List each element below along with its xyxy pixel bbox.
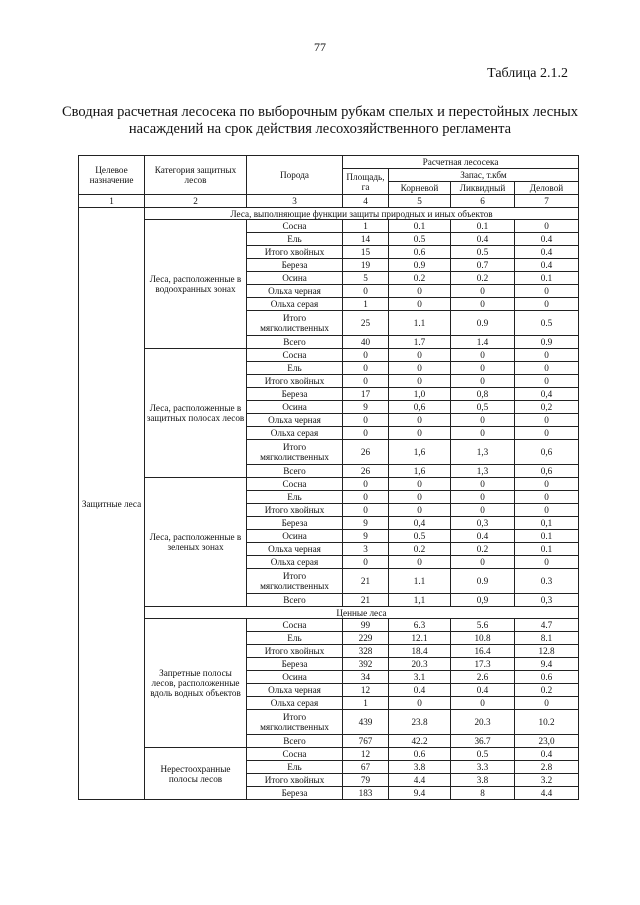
- root-stock-cell: 0,6: [389, 401, 451, 414]
- business-stock-cell: 0,3: [515, 594, 579, 607]
- page-number: 77: [314, 40, 326, 54]
- liquid-stock-cell: 1.4: [451, 336, 515, 349]
- liquid-stock-cell: 0.5: [451, 246, 515, 259]
- liquid-stock-cell: 0: [451, 427, 515, 440]
- header-breed: Порода: [247, 156, 343, 195]
- breed-cell: Всего: [247, 465, 343, 478]
- liquid-stock-cell: 0: [451, 375, 515, 388]
- liquid-stock-cell: 0,9: [451, 594, 515, 607]
- section-row: [79, 208, 579, 220]
- area-cell: 79: [343, 774, 389, 787]
- area-cell: 439: [343, 710, 389, 735]
- area-cell: 67: [343, 761, 389, 774]
- business-stock-cell: 0: [515, 362, 579, 375]
- liquid-stock-cell: 5.6: [451, 619, 515, 632]
- business-stock-cell: 0.1: [515, 530, 579, 543]
- area-cell: 183: [343, 787, 389, 800]
- breed-cell: Итого хвойных: [247, 375, 343, 388]
- breed-cell: Ель: [247, 632, 343, 645]
- breed-cell: Ель: [247, 233, 343, 246]
- column-number: 7: [515, 195, 579, 208]
- area-cell: 0: [343, 478, 389, 491]
- business-stock-cell: 0: [515, 427, 579, 440]
- liquid-stock-cell: 3.3: [451, 761, 515, 774]
- liquid-stock-cell: 16.4: [451, 645, 515, 658]
- liquid-stock-cell: 0: [451, 414, 515, 427]
- business-stock-cell: 0,6: [515, 465, 579, 478]
- root-stock-cell: 0: [389, 285, 451, 298]
- root-stock-cell: 23.8: [389, 710, 451, 735]
- business-stock-cell: 0.5: [515, 311, 579, 336]
- column-number: 4: [343, 195, 389, 208]
- business-stock-cell: 0,6: [515, 440, 579, 465]
- column-number: 5: [389, 195, 451, 208]
- root-stock-cell: 1.1: [389, 311, 451, 336]
- breed-cell: Ольха черная: [247, 684, 343, 697]
- business-stock-cell: 0.9: [515, 336, 579, 349]
- breed-cell: Береза: [247, 658, 343, 671]
- area-cell: 25: [343, 311, 389, 336]
- root-stock-cell: 20.3: [389, 658, 451, 671]
- breed-cell: Сосна: [247, 748, 343, 761]
- business-stock-cell: 0.3: [515, 569, 579, 594]
- breed-cell: Итого хвойных: [247, 246, 343, 259]
- area-cell: 0: [343, 556, 389, 569]
- business-stock-cell: 12.8: [515, 645, 579, 658]
- area-cell: 14: [343, 233, 389, 246]
- breed-cell: Осина: [247, 671, 343, 684]
- breed-cell: Береза: [247, 517, 343, 530]
- area-cell: 1: [343, 298, 389, 311]
- table-row: [79, 478, 579, 491]
- breed-cell: Итого мягколиственных: [247, 569, 343, 594]
- root-stock-cell: 3.1: [389, 671, 451, 684]
- business-stock-cell: 8.1: [515, 632, 579, 645]
- breed-cell: Ель: [247, 362, 343, 375]
- root-stock-cell: 0: [389, 504, 451, 517]
- root-stock-cell: 1.1: [389, 569, 451, 594]
- column-number: 2: [145, 195, 247, 208]
- header-cutting-area: Расчетная лесосека: [343, 156, 579, 169]
- business-stock-cell: 0: [515, 349, 579, 362]
- business-stock-cell: 23,0: [515, 735, 579, 748]
- root-stock-cell: 1,6: [389, 440, 451, 465]
- liquid-stock-cell: 0,8: [451, 388, 515, 401]
- header-area: Площадь, га: [343, 169, 389, 195]
- root-stock-cell: 0: [389, 427, 451, 440]
- cutting-area-table: [78, 155, 579, 800]
- breed-cell: Ольха черная: [247, 285, 343, 298]
- liquid-stock-cell: 0.9: [451, 569, 515, 594]
- area-cell: 0: [343, 491, 389, 504]
- root-stock-cell: 0: [389, 697, 451, 710]
- breed-cell: Осина: [247, 401, 343, 414]
- area-cell: 229: [343, 632, 389, 645]
- business-stock-cell: 0.6: [515, 671, 579, 684]
- area-cell: 12: [343, 684, 389, 697]
- breed-cell: Ель: [247, 491, 343, 504]
- liquid-stock-cell: 1,3: [451, 465, 515, 478]
- breed-cell: Сосна: [247, 220, 343, 233]
- area-cell: 40: [343, 336, 389, 349]
- table-row: [79, 220, 579, 233]
- category-cell: Леса, расположенные в защитных полосах лесов: [145, 349, 247, 478]
- table-row: [79, 619, 579, 632]
- area-cell: 3: [343, 543, 389, 556]
- area-cell: 0: [343, 427, 389, 440]
- liquid-stock-cell: 0.7: [451, 259, 515, 272]
- liquid-stock-cell: 8: [451, 787, 515, 800]
- area-cell: 0: [343, 362, 389, 375]
- root-stock-cell: 0: [389, 362, 451, 375]
- liquid-stock-cell: 17.3: [451, 658, 515, 671]
- liquid-stock-cell: 0.1: [451, 220, 515, 233]
- breed-cell: Итого мягколиственных: [247, 710, 343, 735]
- liquid-stock-cell: 0,3: [451, 517, 515, 530]
- root-stock-cell: 0.6: [389, 246, 451, 259]
- breed-cell: Ольха серая: [247, 556, 343, 569]
- header-business: Деловой: [515, 182, 579, 195]
- column-number: 1: [79, 195, 145, 208]
- category-cell: Леса, расположенные в водоохранных зонах: [145, 220, 247, 349]
- liquid-stock-cell: 1,3: [451, 440, 515, 465]
- breed-cell: Всего: [247, 735, 343, 748]
- business-stock-cell: 0,4: [515, 388, 579, 401]
- category-cell: Запретные полосы лесов, расположенные вдоль водных объектов: [145, 619, 247, 748]
- business-stock-cell: 3.2: [515, 774, 579, 787]
- breed-cell: Итого хвойных: [247, 774, 343, 787]
- root-stock-cell: 3.8: [389, 761, 451, 774]
- root-stock-cell: 4.4: [389, 774, 451, 787]
- breed-cell: Итого мягколиственных: [247, 440, 343, 465]
- area-cell: 99: [343, 619, 389, 632]
- root-stock-cell: 0,4: [389, 517, 451, 530]
- business-stock-cell: 0: [515, 697, 579, 710]
- root-stock-cell: 0: [389, 478, 451, 491]
- root-stock-cell: 0.1: [389, 220, 451, 233]
- table-row: [79, 349, 579, 362]
- liquid-stock-cell: 36.7: [451, 735, 515, 748]
- header-root: Корневой: [389, 182, 451, 195]
- breed-cell: Сосна: [247, 349, 343, 362]
- header-purpose: Целевое назначение: [79, 156, 145, 195]
- business-stock-cell: 0: [515, 220, 579, 233]
- business-stock-cell: 0: [515, 491, 579, 504]
- root-stock-cell: 1,6: [389, 465, 451, 478]
- area-cell: 9: [343, 401, 389, 414]
- root-stock-cell: 0.9: [389, 259, 451, 272]
- liquid-stock-cell: 0: [451, 362, 515, 375]
- root-stock-cell: 1,0: [389, 388, 451, 401]
- area-cell: 15: [343, 246, 389, 259]
- area-cell: 0: [343, 375, 389, 388]
- business-stock-cell: 10.2: [515, 710, 579, 735]
- liquid-stock-cell: 0: [451, 504, 515, 517]
- area-cell: 392: [343, 658, 389, 671]
- root-stock-cell: 0.6: [389, 748, 451, 761]
- document-title: Сводная расчетная лесосека по выборочным рубкам спелых и перестойных лесных насаждений на срок действия лесохозяйственного регламента: [62, 104, 578, 137]
- area-cell: 0: [343, 285, 389, 298]
- business-stock-cell: 0.1: [515, 272, 579, 285]
- breed-cell: Береза: [247, 787, 343, 800]
- business-stock-cell: 0.4: [515, 259, 579, 272]
- header-liquid: Ликвидный: [451, 182, 515, 195]
- header-stock: Запас, т.кбм: [389, 169, 579, 182]
- area-cell: 0: [343, 504, 389, 517]
- business-stock-cell: 0: [515, 298, 579, 311]
- breed-cell: Ольха черная: [247, 543, 343, 556]
- liquid-stock-cell: 0.2: [451, 272, 515, 285]
- root-stock-cell: 0.2: [389, 543, 451, 556]
- business-stock-cell: 0: [515, 556, 579, 569]
- business-stock-cell: 0: [515, 414, 579, 427]
- business-stock-cell: 0.1: [515, 543, 579, 556]
- area-cell: 0: [343, 414, 389, 427]
- area-cell: 26: [343, 465, 389, 478]
- liquid-stock-cell: 10.8: [451, 632, 515, 645]
- area-cell: 1: [343, 220, 389, 233]
- root-stock-cell: 42.2: [389, 735, 451, 748]
- liquid-stock-cell: 0.2: [451, 543, 515, 556]
- root-stock-cell: 0: [389, 414, 451, 427]
- breed-cell: Итого хвойных: [247, 504, 343, 517]
- root-stock-cell: 0: [389, 298, 451, 311]
- breed-cell: Всего: [247, 594, 343, 607]
- liquid-stock-cell: 0: [451, 478, 515, 491]
- area-cell: 19: [343, 259, 389, 272]
- liquid-stock-cell: 20.3: [451, 710, 515, 735]
- liquid-stock-cell: 0.4: [451, 684, 515, 697]
- business-stock-cell: 0: [515, 478, 579, 491]
- liquid-stock-cell: 2.6: [451, 671, 515, 684]
- table-label: Таблица 2.1.2: [487, 66, 568, 81]
- liquid-stock-cell: 0: [451, 491, 515, 504]
- root-stock-cell: 0: [389, 556, 451, 569]
- liquid-stock-cell: 0.9: [451, 311, 515, 336]
- root-stock-cell: 12.1: [389, 632, 451, 645]
- breed-cell: Осина: [247, 530, 343, 543]
- column-number: 3: [247, 195, 343, 208]
- area-cell: 1: [343, 697, 389, 710]
- breed-cell: Всего: [247, 336, 343, 349]
- business-stock-cell: 0: [515, 285, 579, 298]
- liquid-stock-cell: 0.4: [451, 233, 515, 246]
- liquid-stock-cell: 0: [451, 285, 515, 298]
- category-cell: Нерестоохранные полосы лесов: [145, 748, 247, 800]
- section-row: [79, 607, 579, 619]
- breed-cell: Сосна: [247, 619, 343, 632]
- root-stock-cell: 0.5: [389, 530, 451, 543]
- root-stock-cell: 0.5: [389, 233, 451, 246]
- breed-cell: Осина: [247, 272, 343, 285]
- area-cell: 9: [343, 530, 389, 543]
- breed-cell: Береза: [247, 259, 343, 272]
- table-row: [79, 748, 579, 761]
- liquid-stock-cell: 0: [451, 697, 515, 710]
- area-cell: 12: [343, 748, 389, 761]
- breed-cell: Береза: [247, 388, 343, 401]
- column-numbers-row: [79, 195, 579, 208]
- business-stock-cell: 0,2: [515, 401, 579, 414]
- root-stock-cell: 1.7: [389, 336, 451, 349]
- area-cell: 5: [343, 272, 389, 285]
- area-cell: 21: [343, 594, 389, 607]
- root-stock-cell: 1,1: [389, 594, 451, 607]
- section-title: Леса, выполняющие функции защиты природных и иных объектов: [145, 208, 579, 220]
- root-stock-cell: 0.4: [389, 684, 451, 697]
- area-cell: 0: [343, 349, 389, 362]
- liquid-stock-cell: 3.8: [451, 774, 515, 787]
- root-stock-cell: 0: [389, 349, 451, 362]
- area-cell: 767: [343, 735, 389, 748]
- area-cell: 328: [343, 645, 389, 658]
- area-cell: 9: [343, 517, 389, 530]
- root-stock-cell: 18.4: [389, 645, 451, 658]
- business-stock-cell: 4.4: [515, 787, 579, 800]
- liquid-stock-cell: 0: [451, 298, 515, 311]
- business-stock-cell: 4.7: [515, 619, 579, 632]
- business-stock-cell: 0: [515, 375, 579, 388]
- liquid-stock-cell: 0: [451, 349, 515, 362]
- breed-cell: Итого хвойных: [247, 645, 343, 658]
- breed-cell: Ольха серая: [247, 298, 343, 311]
- header-category: Категория защитных лесов: [145, 156, 247, 195]
- liquid-stock-cell: 0.4: [451, 530, 515, 543]
- breed-cell: Ель: [247, 761, 343, 774]
- area-cell: 21: [343, 569, 389, 594]
- breed-cell: Сосна: [247, 478, 343, 491]
- purpose-cell: Защитные леса: [79, 208, 145, 800]
- business-stock-cell: 9.4: [515, 658, 579, 671]
- business-stock-cell: 0.4: [515, 748, 579, 761]
- breed-cell: Итого мягколиственных: [247, 311, 343, 336]
- business-stock-cell: 0.2: [515, 684, 579, 697]
- breed-cell: Ольха серая: [247, 427, 343, 440]
- breed-cell: Ольха черная: [247, 414, 343, 427]
- section-title: Ценные леса: [145, 607, 579, 619]
- root-stock-cell: 9.4: [389, 787, 451, 800]
- table-body: [79, 208, 579, 800]
- category-cell: Леса, расположенные в зеленых зонах: [145, 478, 247, 607]
- root-stock-cell: 0.2: [389, 272, 451, 285]
- breed-cell: Ольха серая: [247, 697, 343, 710]
- business-stock-cell: 2.8: [515, 761, 579, 774]
- business-stock-cell: 0.4: [515, 233, 579, 246]
- business-stock-cell: 0.4: [515, 246, 579, 259]
- liquid-stock-cell: 0,5: [451, 401, 515, 414]
- business-stock-cell: 0,1: [515, 517, 579, 530]
- root-stock-cell: 0: [389, 375, 451, 388]
- liquid-stock-cell: 0.5: [451, 748, 515, 761]
- root-stock-cell: 6.3: [389, 619, 451, 632]
- business-stock-cell: 0: [515, 504, 579, 517]
- area-cell: 26: [343, 440, 389, 465]
- column-number: 6: [451, 195, 515, 208]
- root-stock-cell: 0: [389, 491, 451, 504]
- area-cell: 34: [343, 671, 389, 684]
- liquid-stock-cell: 0: [451, 556, 515, 569]
- area-cell: 17: [343, 388, 389, 401]
